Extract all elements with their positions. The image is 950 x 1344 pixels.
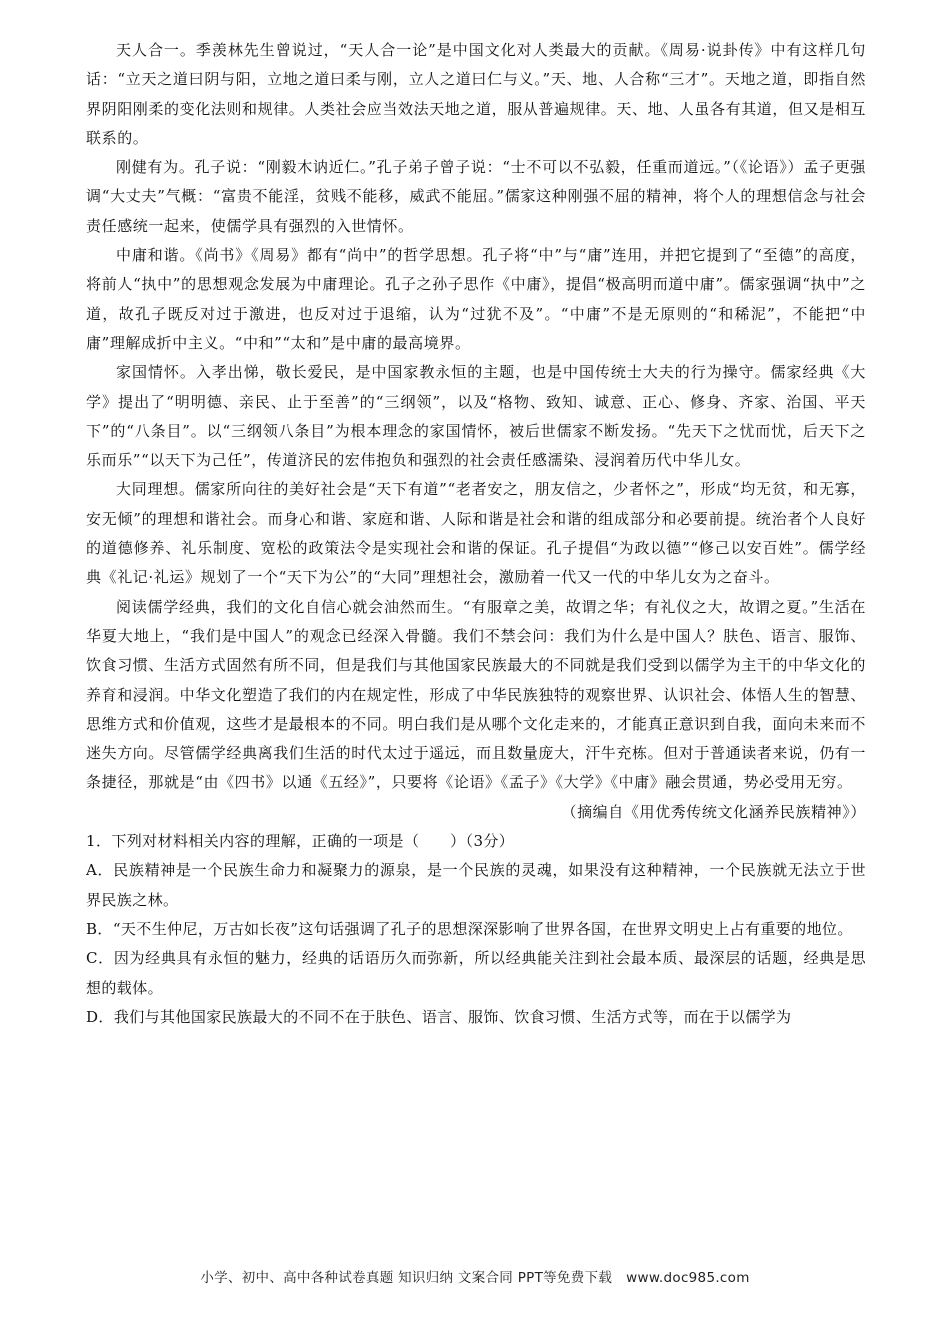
passage-paragraph-6: 阅读儒学经典，我们的文化自信心就会油然而生。“有服章之美，故谓之华；有礼仪之大，故谓之夏。”生活在华夏大地上，“我们是中国人”的观念已经深入骨髓。我们不禁会问：我们为什么是中国人？肤色、语言、服饰、饮食习惯、生活方式固然有所不同，但是我们与其他国家民族最大的不同就是我们受到以儒学为主干的中华文化的养育和浸润。中华文化塑造了我们的内在规定性，形成了中华民族独特的观察世界、认识社会、体悟人生的智慧、思维方式和价值观，这些才是最根本的不同。明白我们是从哪个文化走来的，才能真正意识到自我，面向未来而不迷失方向。尽管儒学经典离我们生活的时代太过于遥远，而且数量庞大，汗牛充栋。但对于普通读者来说，仍有一条捷径，那就是“由《四书》以通《五经》”，只要将《论语》《孟子》《大学》《中庸》融会贯通，势必受用无穷。 <box>86 597 867 792</box>
passage-content <box>86 36 866 1032</box>
question-option-c: C．因为经典具有永恒的魅力，经典的话语历久而弥新，所以经典能关注到社会最本质、最深层的话题，经典是思想的载体。 <box>86 949 866 997</box>
passage-source: （摘编自《用优秀传统文化涵养民族精神》） <box>561 802 866 821</box>
question-stem: 1．下列对材料相关内容的理解，正确的一项是（ ）（3分） <box>86 832 515 851</box>
question-option-d: D．我们与其他国家民族最大的不同不在于肤色、语言、服饰、饮食习惯、生活方式等，而在于以儒学为 <box>86 1007 792 1026</box>
passage-paragraph-1: 天人合一。季羡林先生曾说过，“天人合一论”是中国文化对人类最大的贡献。《周易·说卦传》中有这样几句话：“立天之道曰阴与阳，立地之道曰柔与刚，立人之道曰仁与义。”天、地、人合称“三才”。天地之道，即指自然界阴阳刚柔的变化法则和规律。人类社会应当效法天地之道，服从普遍规律。天、地、人虽各有其道，但又是相互联系的。 <box>86 41 867 147</box>
passage-paragraph-2: 刚健有为。孔子说：“刚毅木讷近仁。”孔子弟子曾子说：“士不可以不弘毅，任重而道远。”（《论语》）孟子更强调“大丈夫”气概：“富贵不能淫，贫贱不能移，威武不能屈。”儒家这种刚强不屈的精神，将个人的理想信念与社会责任感统一起来，使儒学具有强烈的入世情怀。 <box>86 158 866 235</box>
passage-paragraph-4: 家国情怀。入孝出悌，敬长爱民，是中国家教永恒的主题，也是中国传统士大夫的行为操守。儒家经典《大学》提出了“明明德、亲民、止于至善”的“三纲领”，以及“格物、致知、诚意、正心、修身、齐家、治国、平天下”的“八条目”。以“三纲领八条目”为根本理念的家国情怀，被后世儒家不断发扬。“先天下之忧而忧，后天下之乐而乐”“以天下为己任”，传道济民的宏伟抱负和强烈的社会责任感濡染、浸润着历代中华儿女。 <box>86 363 866 470</box>
question-option-a: A．民族精神是一个民族生命力和凝聚力的源泉，是一个民族的灵魂，如果没有这种精神，一个民族就无法立于世界民族之林。 <box>86 861 866 909</box>
footer-url[interactable]: www.doc985.com <box>626 1270 750 1286</box>
passage-paragraph-5: 大同理想。儒家所向往的美好社会是“天下有道”“老者安之，朋友信之，少者怀之”，形成“均无贫，和无寡，安无倾”的理想和谐社会。而身心和谐、家庭和谐、人际和谐是社会和谐的组成部分和必要前提。统治者个人良好的道德修养、礼乐制度、宽松的政策法令是实现社会和谐的保证。孔子提倡“为政以德”“修己以安百姓”。儒学经典《礼记·礼运》规划了一个“天下为公”的“大同”理想社会，激励着一代又一代的中华儿女为之奋斗。 <box>86 480 866 587</box>
passage-paragraph-3: 中庸和谐。《尚书》《周易》都有“尚中”的哲学思想。孔子将“中”与“庸”连用，并把它提到了“至德”的高度，将前人“执中”的思想观念发展为中庸理论。孔子之孙子思作《中庸》，提倡“极高明而道中庸”。儒家强调“执中”之道，故孔子既反对过于激进，也反对过于退缩，认为“过犹不及”。“中庸”不是无原则的“和稀泥”，不能把“中庸”理解成折中主义。“中和”“太和”是中庸的最高境界。 <box>86 246 866 352</box>
footer-text: 小学、初中、高中各种试卷真题 知识归纳 文案合同 PPT等免费下载 <box>200 1270 613 1286</box>
question-option-b: B．“天不生仲尼，万古如长夜”这句话强调了孔子的思想深深影响了世界各国，在世界文明史上占有重要的地位。 <box>86 919 853 938</box>
page-footer <box>0 1266 950 1286</box>
